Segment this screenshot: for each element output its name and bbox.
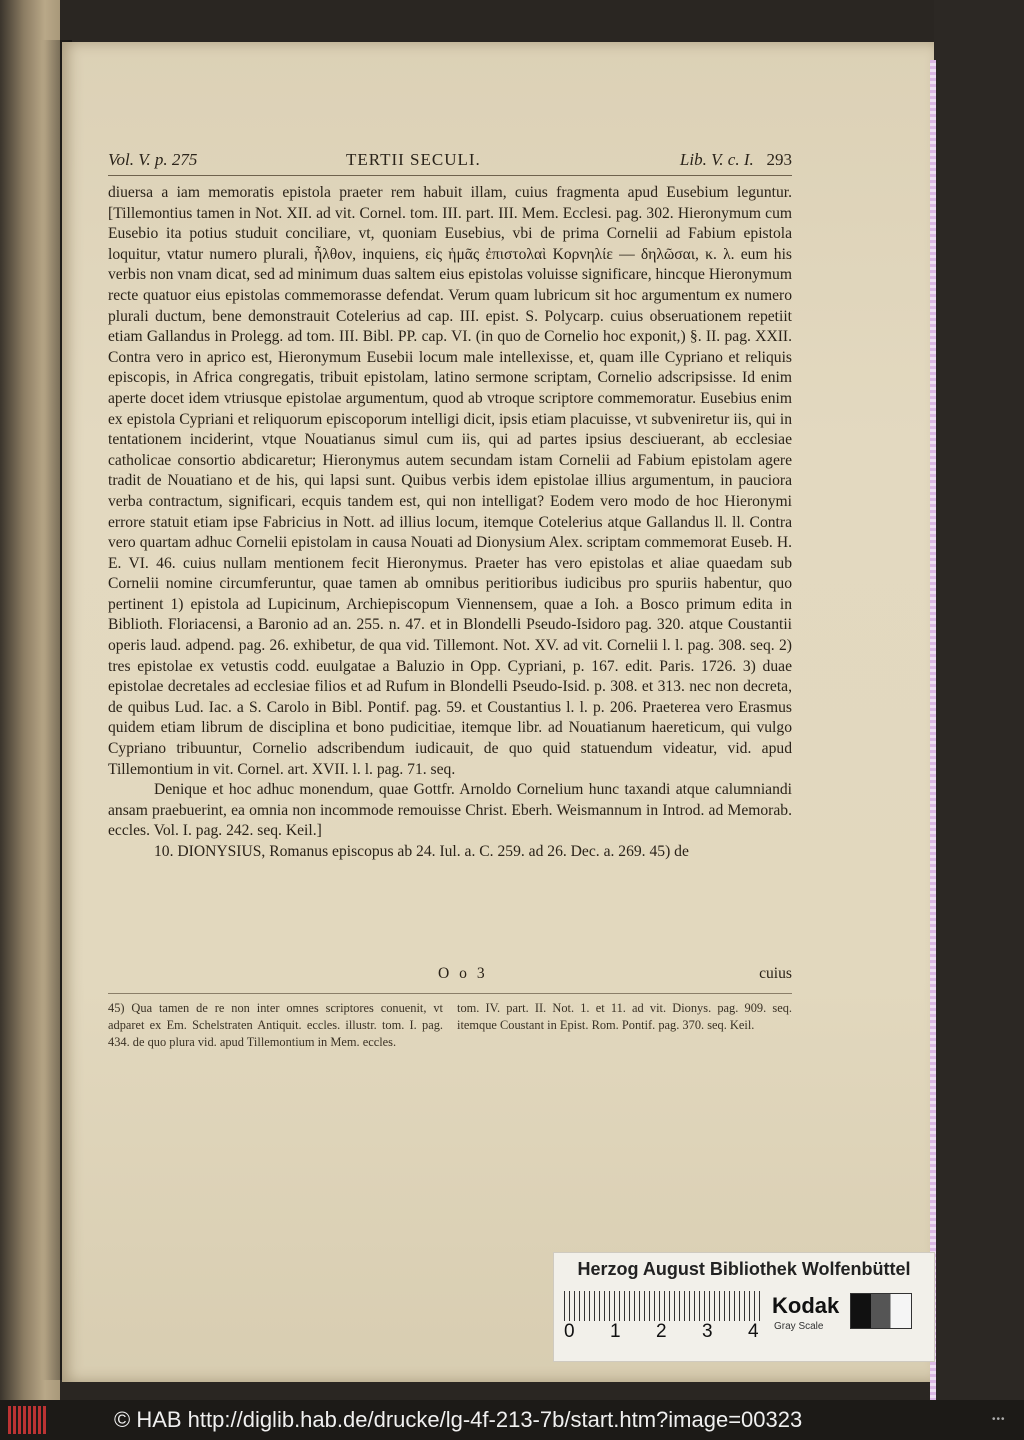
- signature-mark: O o 3: [438, 965, 488, 982]
- footnote-rule: [108, 993, 792, 994]
- page-number: 293: [766, 150, 792, 169]
- paragraph-denique: Denique et hoc adhuc monendum, quae Gottfr. Arnoldo Cornelium hunc taxandi atque calumniandi ansam praebuerint, ea omnia non incommode remouisse Christ. Eberh. Weismannum in Introd. ad Memorab. eccles. Vol. I. pag. 242. seq. Keil.]: [108, 781, 792, 840]
- menu-dots-icon[interactable]: •••: [992, 1414, 1006, 1425]
- page-edge-strip: [930, 60, 936, 1400]
- header-right: [680, 150, 792, 170]
- header-rule: [108, 175, 792, 176]
- library-name: Herzog August Bibliothek Wolfenbüttel: [577, 1259, 911, 1279]
- footer-copyright-link[interactable]: © HAB http://diglib.hab.de/drucke/lg-4f-213-7b/start.htm?image=00323: [114, 1407, 803, 1432]
- header-title: TERTII SECULI.: [346, 150, 481, 169]
- header-volume-ref: Vol. V. p. 275: [108, 150, 198, 169]
- footer-bar: [0, 1400, 1024, 1440]
- scale-numbers: [564, 1321, 764, 1347]
- main-text: [108, 183, 792, 863]
- paragraph-dionysius: 10. DIONYSIUS, Romanus episcopus ab 24. Iul. a. C. 259. ad 26. Dec. a. 269. 45) de: [154, 843, 689, 860]
- gray-scale-label: Gray Scale: [774, 1321, 824, 1332]
- footnote-left: 45) Qua tamen de re non inter omnes scriptores conuenit, vt adparet ex Em. Schelstraten Antiquit. eccles. illustr. tom. I. pag. 434. de quo plura vid. apud Tillemontium in Mem. eccles.: [108, 1001, 443, 1049]
- footnotes: [108, 1000, 792, 1051]
- paragraph-continuation: diuersa a iam memoratis epistola praeter rem habuit illam, cuius fragmenta apud Eusebium leguntur. [Tillemontius tamen in Not. XII. ad vit. Cornel. tom. III. part. III. Mem. Ecclesi. pag. 302. Hieronymum cum Eusebio ita potius studuit conciliare, vt, quoniam Eusebius, vbi de prima Cornelii ad Fabium epistola loquitur, vtatur numero plurali, ἦλθον, inquiens, εἰς ἡμᾶς ἐπιστολαὶ Κορνηλίε — δηλῶσαι, κ. λ. eum his verbis non vnam dicat, sed ad minimum duas saltem eius epistolas voluisse significare, hincque Hieronymum recte quatuor eius epistolas commemorasse defendat. Verum quam lubricum sit hoc argumentum ex numero plurali ductum, bene demonstrauit Cotelerius ad cap. III. epist. S. Polycarp. cuius obseruationem repetiit etiam Gallandus in Prolegg. ad tom. III. Bibl. PP. cap. VI. (in quo de Cornelio hoc exponit,) §. II. pag. XXII. Contra vero in aprico est, Hieronymum Eusebii locum male intellexisse, et, quam ille Cypriano et reliquis episcopis, in Africa congregatis, tribuit epistolam, latino sermone scriptam, Cornelio adscripsisse. Id enim aperte docet idem vtriusque epistolae argumentum, quod ab vtroque scriptore commemoratur. Eusebius enim ex epistola Cypriani et reliquorum episcoporum intelligi dicit, ipsis etiam placuisse, vt subveniretur iis, qui in tentationem inciderint, vtque Nouatianus simul cum iis, qui ad partes ipsius desciuerant, ab ecclesiae catholicae consortio abdicaretur; Hieronymus autem secundam istam Cornelii ad Fabium epistolam agere tradit de Nouatiano et de his, qui lapsi sunt. Quibus verbis idem epistolae illius argumentum, in pauciora verba contractum, significari, ecquis tandem est, qui non intelligat? Eodem vero modo de hoc Hieronymi errore statuit etiam ipse Fabricius in Nott. ad illius locum, itemque Cotelerius atque Gallandus ll. ll. Contra vero quartam adhuc Cornelii epistolam in causa Nouati ad Dionysium Alex. scriptam commemorat Euseb. H. E. VI. 46. cuius nullam mentionem fecit Hieronymus. Praeter has vero epistolas et aliae quaedam sub Cornelii nomine circumferuntur, quae tamen ab omnibus peritioribus iudicibus pro spuriis habentur, quo pertinent 1) epistola ad Lupicinum, Archiepiscopum Viennensem, quae a Ioh. a Bosco primum edita in Biblioth. Floriacensi, a Baronio ad an. 255. n. 47. et in Blondelli Pseudo-Isidoro pag. 320. atque Coustantii operis laud. adpend. pag. 26. exhibetur, de qua vid. Tillemont. Not. XV. ad vit. Cornelii l. l. pag. 308. seq. 2) tres epistolae ex vetustis codd. euulgatae a Baluzio in Opp. Cypriani, p. 167. edit. Paris. 1726. 3) duae epistolae decretales ad ecclesiae filios et ad Rufum in Blondelli Pseudo-Isid. p. 308. et 313. nec non decreta, de quibus Lud. Iac. a S. Carolo in Bibl. Pontif. pag. 59. et Coustantius l. l. p. 206. Praeterea vero Erasmus quidem etiam librum de disciplina et bono pudicitiae, itemque libr. ad Nouatianum haereticum, qui vulgo Cypriano tribuuntur, Cornelio adscribendum iudicauit, de quo quid statuendum videatur, vid. apud Tillemontium in vit. Cornel. art. XVII. l. l. pag. 71. seq.: [108, 184, 792, 778]
- scale-number: 4: [748, 1321, 759, 1342]
- running-header: [108, 150, 792, 172]
- hab-logo-icon: [8, 1406, 46, 1434]
- scale-ruler: [564, 1291, 764, 1321]
- right-background: [934, 0, 1024, 1400]
- footnote-right: tom. IV. part. II. Not. 1. et 11. ad vit. Dionys. pag. 909. seq. itemque Coustant in Epist. Rom. Pontif. pag. 370. seq. Keil.: [457, 1001, 792, 1032]
- scale-number: 1: [610, 1321, 621, 1342]
- library-color-card: [553, 1252, 935, 1362]
- scale-number: 3: [702, 1321, 713, 1342]
- scale-number: 2: [656, 1321, 667, 1342]
- signature-line: [108, 965, 792, 985]
- header-book-ref: Lib. V. c. I.: [679, 150, 754, 169]
- catchword: cuius: [759, 965, 792, 982]
- scale-number: 0: [564, 1321, 575, 1342]
- gray-swatch: [850, 1293, 912, 1329]
- kodak-logo: Kodak: [772, 1293, 840, 1318]
